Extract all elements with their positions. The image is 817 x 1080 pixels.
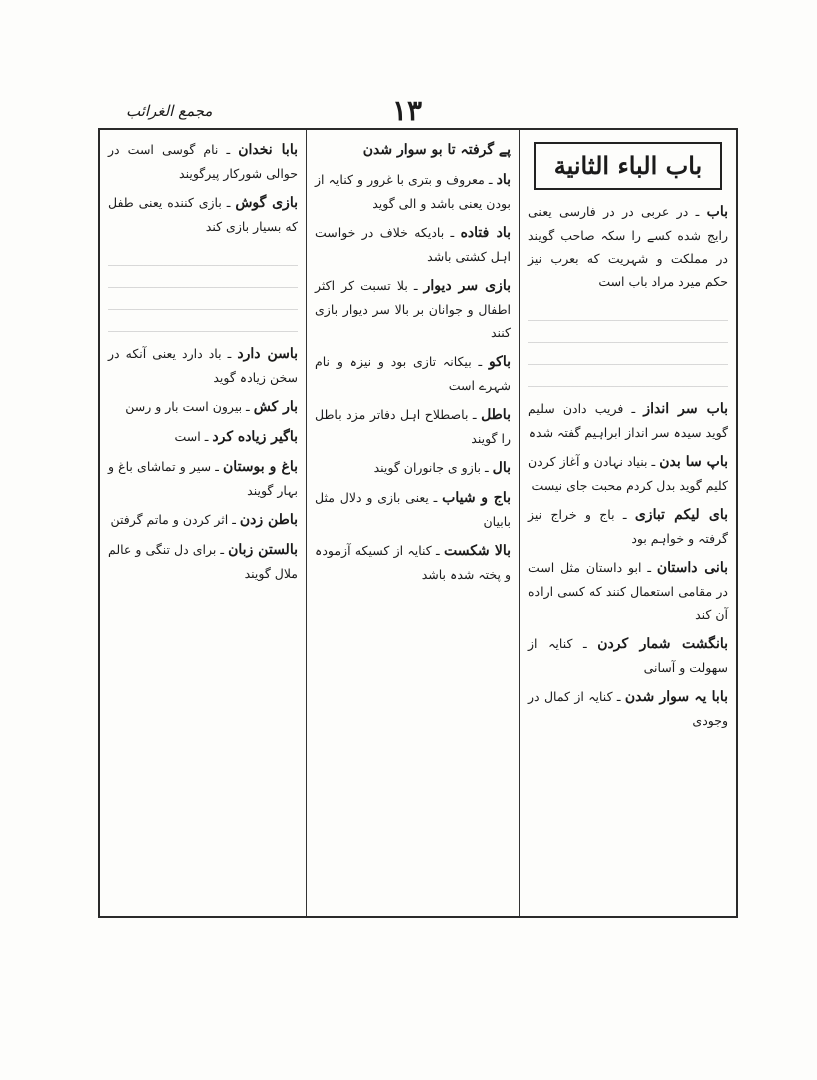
dictionary-entry bbox=[315, 486, 511, 533]
dictionary-entry bbox=[528, 685, 728, 732]
page-header bbox=[100, 94, 736, 130]
dictionary-entry bbox=[108, 138, 298, 185]
entry-headword: باگیر زیاده کرد bbox=[212, 429, 298, 445]
entry-headword: بالا شکست bbox=[443, 543, 511, 559]
entry-text: ـ یعنی بازی و دلال مثل بابیان bbox=[315, 490, 511, 529]
column-right bbox=[520, 130, 736, 916]
dictionary-entry bbox=[315, 539, 511, 586]
entry-headword: بازی سر دیوار bbox=[423, 278, 511, 294]
text-lines bbox=[528, 299, 728, 391]
entry-text: ـ کنایہ از کمال در وجودی bbox=[528, 689, 728, 728]
entry-text: ـ بازو ی جانوران گویند bbox=[373, 460, 489, 475]
entry-text: ـ بیکانہ تازی بود و نیزہ و نام شہرے است bbox=[315, 354, 511, 393]
entry-text: ـ سیر و تماشای باغ و بہار گویند bbox=[108, 459, 298, 498]
entry-text: ـ کنایہ از سهولت و آسانی bbox=[528, 636, 728, 675]
entry-headword: باطل bbox=[481, 407, 511, 423]
dictionary-entry bbox=[315, 138, 511, 162]
dictionary-entry bbox=[315, 168, 511, 215]
dictionary-entry bbox=[528, 556, 728, 626]
entry-headword: بار کش bbox=[253, 399, 298, 415]
entry-text: ـ باج و خراج نیز گرفتہ و خواہم بود bbox=[528, 507, 728, 546]
entry-headword: پے گرفتہ تا بو سوار شدن bbox=[362, 142, 511, 158]
entry-headword: باب bbox=[706, 204, 728, 220]
entry-headword: بای لیکم تبازی bbox=[634, 507, 728, 523]
entry-text: ـ نام گوسی است در حوالی شورکار پیرگویند bbox=[108, 142, 298, 181]
text-frame bbox=[98, 128, 738, 918]
dictionary-entry bbox=[528, 503, 728, 550]
entry-headword: بانی داستان bbox=[656, 560, 728, 576]
entry-text: ـ اثر کردن و ماتم گرفتن bbox=[110, 512, 236, 527]
entry-headword: باد bbox=[496, 172, 511, 188]
running-head: مجمع الغرائب bbox=[126, 102, 213, 120]
entry-text: ـ معروف و بتری با غرور و کنایہ از بودن یعنی باشد و الی گوید bbox=[315, 172, 511, 211]
dictionary-entry bbox=[108, 538, 298, 585]
entry-headword: باپ سا بدن bbox=[659, 454, 728, 470]
entry-headword: باسن دارد bbox=[237, 346, 299, 362]
entry-headword: باطن زدن bbox=[239, 512, 298, 528]
entry-text: ـ باد دارد یعنی آنکه در سخن زیادہ گوید bbox=[108, 346, 298, 385]
entry-text: ـ بیرون است بار و رسن bbox=[125, 399, 250, 414]
dictionary-entry bbox=[108, 455, 298, 502]
entry-text: ـ است bbox=[174, 429, 209, 444]
dictionary-entry bbox=[528, 632, 728, 679]
entry-headword: بازی گوش bbox=[235, 195, 298, 211]
entry-text: ـ کنایہ از کسیکه آزمودہ و پختہ شدہ باشد bbox=[315, 543, 511, 582]
entry-text: ـ برای دل تنگی و عالم ملال گویند bbox=[108, 542, 298, 581]
entry-text: ـ ابو داستان مثل است در مقامی استعمال کنند که کسی اراده آن کند bbox=[528, 560, 728, 622]
entry-text: ـ فریب دادن سلیم گوید سیدہ سر انداز ابراہیم گفتہ شدہ bbox=[528, 401, 728, 440]
dictionary-entry bbox=[108, 342, 298, 389]
dictionary-entry bbox=[108, 191, 298, 238]
entry-headword: باغ و بوستان bbox=[223, 459, 298, 475]
dictionary-entry bbox=[315, 221, 511, 268]
entry-headword: بابا یہ سوار شدن bbox=[624, 689, 728, 705]
column-left bbox=[100, 130, 306, 916]
dictionary-entry bbox=[528, 200, 728, 293]
text-lines bbox=[108, 244, 298, 336]
dictionary-entry bbox=[528, 450, 728, 497]
entry-headword: باج و شیاب bbox=[442, 490, 511, 506]
entry-headword: بابا نخدان bbox=[238, 142, 298, 158]
entry-text: ـ در عربی در در فارسی یعنی رایج شده کسے را سکہ صاحب گویند در مملکت و شہریت که بعرب نیز حکم میرد مراد باب است bbox=[528, 204, 728, 289]
chapter-title: باب الباء الثانیة bbox=[534, 142, 722, 190]
dictionary-entry bbox=[528, 397, 728, 444]
dictionary-entry bbox=[315, 350, 511, 397]
entry-text: ـ بازی کننده یعنی طفل که بسیار بازی کند bbox=[108, 195, 298, 234]
dictionary-entry bbox=[108, 425, 298, 449]
entry-text: ـ بلا تسبت کر اکثر اطفال و جوانان بر بالا سر دیوار بازی کنند bbox=[315, 278, 511, 340]
dictionary-entry bbox=[108, 508, 298, 532]
dictionary-entry bbox=[315, 456, 511, 480]
entry-text: ـ بنیاد نہادن و آغاز کردن کلیم گوید بدل کردم محبت جای نیست bbox=[528, 454, 728, 493]
entry-headword: باد فتاده bbox=[460, 225, 511, 241]
entry-text: ـ بادیکه خلاف در خواست اہل کشتی باشد bbox=[315, 225, 511, 264]
entry-headword: بانگشت شمار کردن bbox=[597, 636, 729, 652]
entry-headword: باب سر انداز bbox=[643, 401, 728, 417]
entry-headword: بال bbox=[492, 460, 511, 476]
page-number: ۱۳ bbox=[392, 94, 423, 127]
dictionary-entry bbox=[108, 395, 298, 419]
entry-text: ـ باصطلاح اہل دفاتر مزد باطل را گویند bbox=[315, 407, 511, 446]
entry-headword: باکو bbox=[488, 354, 511, 370]
column-middle bbox=[306, 130, 520, 916]
entry-headword: بالستن زبان bbox=[228, 542, 298, 558]
dictionary-entry bbox=[315, 274, 511, 344]
dictionary-entry bbox=[315, 403, 511, 450]
